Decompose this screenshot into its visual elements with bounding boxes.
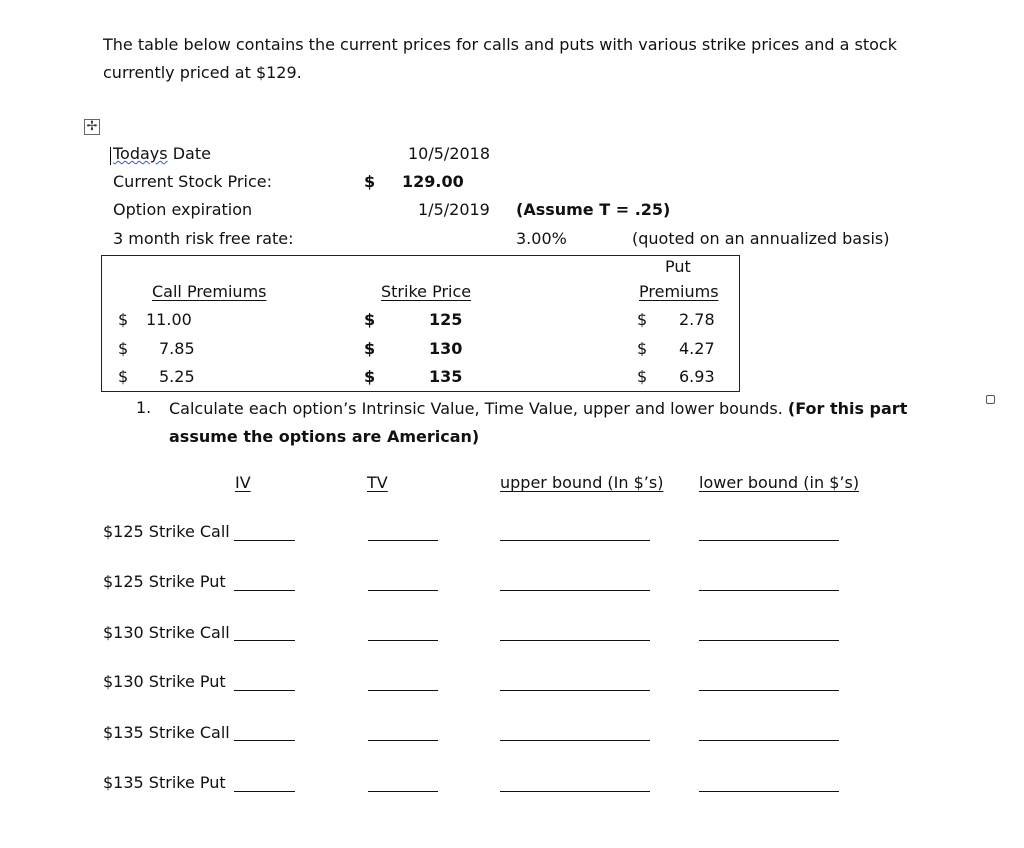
rate-label: 3 month risk free rate: [113,229,294,248]
put-header-line1: Put [665,257,691,276]
iv-blank[interactable] [234,690,295,691]
iv-blank[interactable] [234,640,295,641]
call-currency: $ [118,339,129,358]
call-value: 5.25 [159,367,195,386]
put-header-line2: Premiums [639,282,719,301]
row-label: $130 Strike Call [103,623,230,642]
tv-blank[interactable] [368,540,438,541]
strike-value: 130 [429,339,463,358]
put-value: 2.78 [679,310,715,329]
iv-header: IV [235,473,251,492]
lower-blank[interactable] [699,690,839,691]
upper-blank[interactable] [500,640,650,641]
call-value: 11.00 [146,310,192,329]
todays-date-value: 10/5/2018 [408,144,491,163]
put-currency: $ [637,310,648,329]
lower-blank[interactable] [699,540,839,541]
tv-header: TV [367,473,388,492]
upper-blank[interactable] [500,791,650,792]
put-value: 6.93 [679,367,715,386]
strike-value: 125 [429,310,463,329]
question-text-plain: Calculate each option’s Intrinsic Value, Time Value, upper and lower bounds. [169,399,783,418]
call-value: 7.85 [159,339,195,358]
put-currency: $ [637,339,648,358]
date-word: Date [172,144,211,163]
question-number: 1. [136,398,152,417]
iv-blank[interactable] [234,540,295,541]
upper-blank[interactable] [500,590,650,591]
expiration-value: 1/5/2019 [418,200,490,219]
strike-currency: $ [364,310,376,329]
strike-currency: $ [364,339,376,358]
rate-value: 3.00% [516,229,567,248]
upper-blank[interactable] [500,690,650,691]
iv-blank[interactable] [234,740,295,741]
strike-value: 135 [429,367,463,386]
current-price-value: 129.00 [402,172,464,191]
tv-blank[interactable] [368,740,438,741]
current-price-label: Current Stock Price: [113,172,272,191]
layout-options-icon[interactable] [986,395,995,404]
strike-currency: $ [364,367,376,386]
table-move-icon[interactable]: ✢ [84,119,100,135]
row-label: $135 Strike Put [103,773,226,792]
put-value: 4.27 [679,339,715,358]
iv-blank[interactable] [234,791,295,792]
current-price-currency: $ [364,172,376,191]
upper-blank[interactable] [500,740,650,741]
tv-blank[interactable] [368,590,438,591]
row-label: $125 Strike Put [103,572,226,591]
rate-note: (quoted on an annualized basis) [632,229,890,248]
expiration-label: Option expiration [113,200,253,219]
lower-blank[interactable] [699,740,839,741]
row-label: $135 Strike Call [103,723,230,742]
strike-price-header: Strike Price [381,282,472,301]
todays-date-label [113,144,211,163]
row-label: $125 Strike Call [103,522,230,541]
call-currency: $ [118,367,129,386]
lower-bound-header: lower bound (in $’s) [699,473,860,492]
upper-blank[interactable] [500,540,650,541]
tv-blank[interactable] [368,791,438,792]
put-currency: $ [637,367,648,386]
text-cursor [110,147,111,165]
iv-blank[interactable] [234,590,295,591]
lower-blank[interactable] [699,640,839,641]
tv-blank[interactable] [368,690,438,691]
expiration-note: (Assume T = .25) [516,200,671,219]
lower-blank[interactable] [699,791,839,792]
question-text [169,395,929,451]
todays-word: Todays [113,144,168,163]
question-text-bold: (For this part assume the options are American) [169,399,908,446]
upper-bound-header: upper bound (In $’s) [500,473,664,492]
intro-paragraph: The table below contains the current prices for calls and puts with various strike prices and a stock currently priced at $129. [103,35,897,82]
tv-blank[interactable] [368,640,438,641]
call-currency: $ [118,310,129,329]
lower-blank[interactable] [699,590,839,591]
call-premiums-header: Call Premiums [152,282,267,301]
row-label: $130 Strike Put [103,672,226,691]
